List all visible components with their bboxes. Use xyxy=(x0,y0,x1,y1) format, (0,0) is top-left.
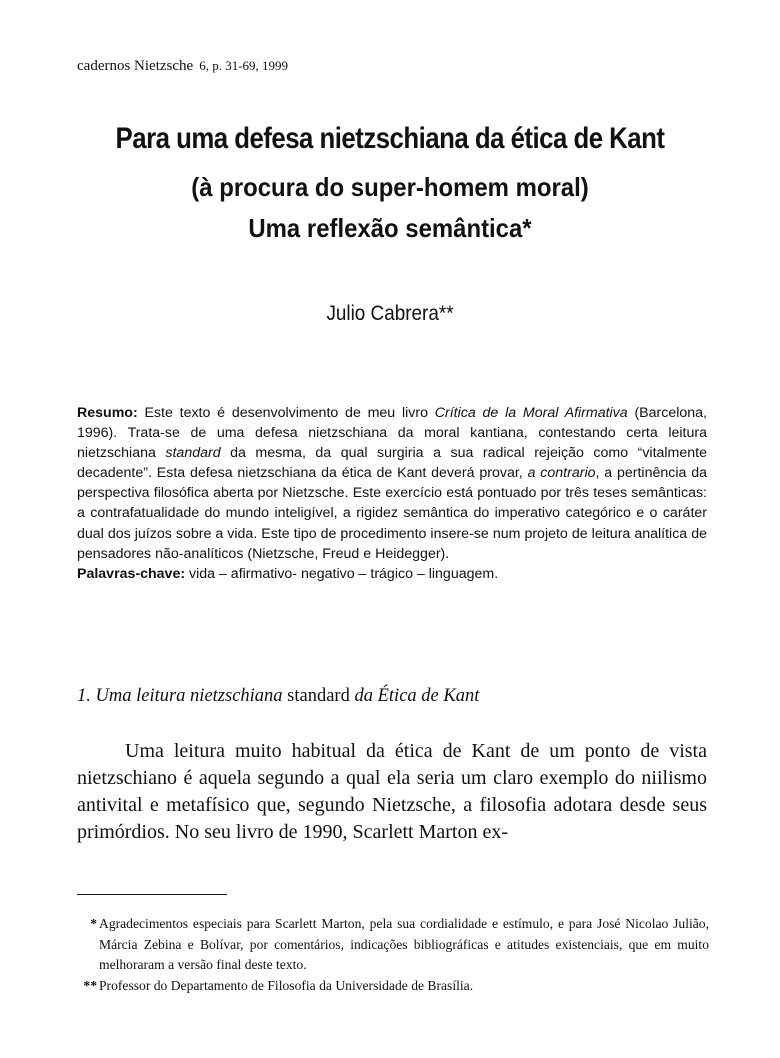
abstract-part: Este texto é desenvolvimento de meu livro xyxy=(137,405,435,421)
abstract-contrario: a contrario xyxy=(527,465,596,482)
section-heading-part: standard xyxy=(287,686,350,706)
footnote xyxy=(77,976,709,997)
abstract xyxy=(77,403,707,584)
keywords-list: vida – afirmativo- negativo – trágico – linguagem. xyxy=(185,565,499,582)
footnote xyxy=(77,914,709,976)
keywords-label: Palavras-chave: xyxy=(77,565,186,582)
abstract-label: Resumo: xyxy=(77,405,138,421)
abstract-book-title: Crítica de la Moral Afirmativa xyxy=(434,405,628,421)
section-heading-part: da Ética de Kant xyxy=(349,686,480,706)
article-subtitle: (à procura do super-homem moral) xyxy=(191,172,589,202)
running-head xyxy=(77,58,288,75)
citation: 6, p. 31-69, 1999 xyxy=(199,58,289,73)
footnote-text: Professor do Departamento de Filosofia da Universidade de Brasília. xyxy=(99,977,474,993)
abstract-part: da mesma, da qual surgiria a sua radical rejeição como “vitalmente decadente”. Esta defesa nietzschiana da ética de Kant deverá provar, xyxy=(77,445,707,482)
author-name: Julio Cabrera** xyxy=(326,302,454,325)
abstract-text xyxy=(77,403,707,564)
footnotes xyxy=(77,914,709,996)
abstract-part: , a pertinência da perspectiva filosófica aberta por Nietzsche. Este exercício está pontuado por três teses semânticas: a contrafatualidade do mundo inteligível, a rigidez semântica do imperativo categórico e o caráter dual dos juízos sobre a vida. Este tipo de procedimento insere-se num projeto de leitura analítica de pensadores não-analíticos (Nietzsche, Freud e Heidegger). xyxy=(77,465,707,562)
abstract-standard: standard xyxy=(165,445,221,462)
footnote-mark: ** xyxy=(83,977,97,993)
section-heading xyxy=(77,686,479,707)
footnote-rule xyxy=(77,894,227,895)
body-text xyxy=(77,738,707,846)
footnote-mark: * xyxy=(90,916,97,931)
section-heading-part: 1. Uma leitura nietzschiana xyxy=(77,686,288,706)
keywords xyxy=(77,564,707,584)
body-paragraph: Uma leitura muito habitual da ética de Kant de um ponto de vista nietzschiano é aquela segundo a qual ela seria um claro exemplo do niilismo antivital e metafísico que, segundo Nietzsche, a filosofia adotara desde seus primórdios. No seu livro de 1990, Scarlett Marton ex- xyxy=(77,740,707,843)
journal-name: cadernos Nietzsche xyxy=(77,58,194,74)
article-subtitle-2: Uma reflexão semântica* xyxy=(248,213,532,243)
article-title: Para uma defesa nietzschiana da ética de Kant xyxy=(115,122,665,155)
abstract-part: (Barcelona, 1996). Trata-se de uma defesa nietzschiana da moral kantiana, contestando certa leitura nietzschiana xyxy=(77,405,707,462)
footnote-text: Agradecimentos especiais para Scarlett Marton, pela sua cordialidade e estímulo, e para José Nicolao Julião, Márcia Zebina e Bolívar, por comentários, indicações bibliográficas e atitudes existenciais, que em muito melhoraram a versão final deste texto. xyxy=(99,916,709,972)
